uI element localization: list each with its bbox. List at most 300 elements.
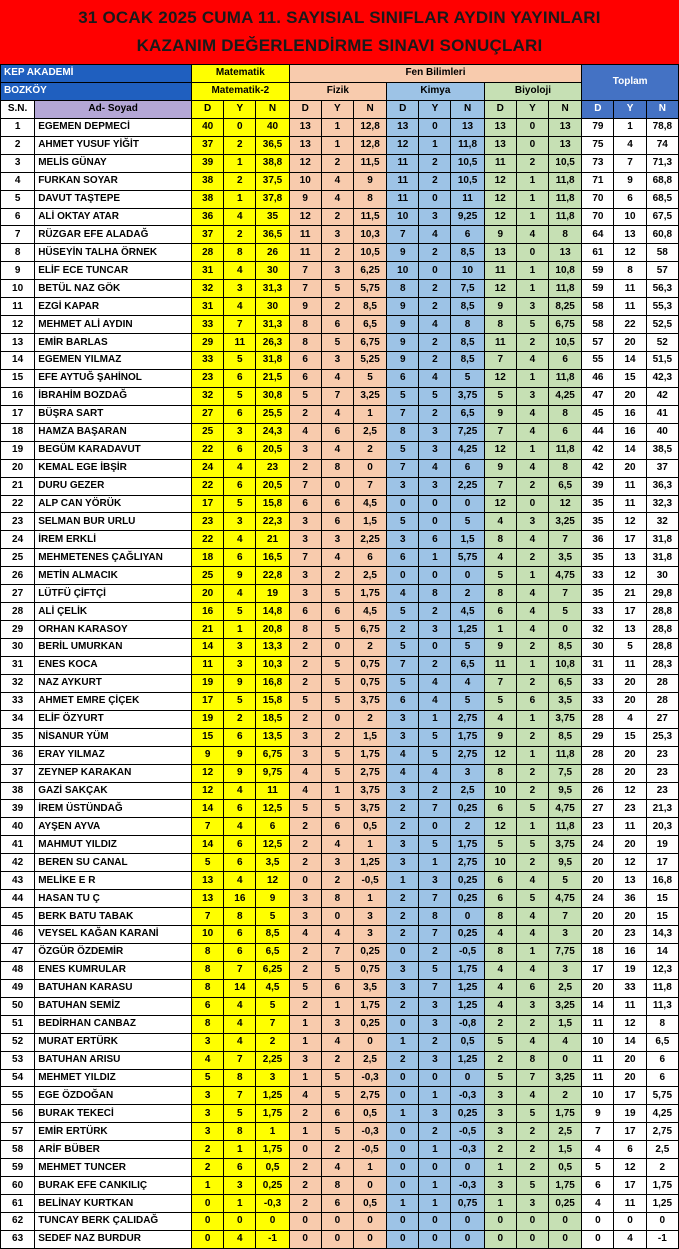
bio-n-cell: 4,75 [549,567,582,585]
toplam-d-cell: 20 [582,908,614,926]
toplam-n-cell: 6 [646,1069,678,1087]
kim-d-cell: 9 [387,316,419,334]
kim-d-cell: 2 [387,621,419,639]
kim-d-cell: 8 [387,423,419,441]
fiz-d-cell: 10 [289,172,321,190]
bio-d-cell: 7 [484,423,516,441]
mat-d-cell: 14 [192,639,224,657]
kim-d-cell: 5 [387,441,419,459]
mat-d-cell: 14 [192,836,224,854]
toplam-d-cell: 35 [582,513,614,531]
kim-n-cell: 0,25 [451,890,484,908]
fiz-d-cell: 1 [289,1033,321,1051]
bio-y-cell: 2 [516,854,548,872]
student-name-cell: HÜSEYİN TALHA ÖRNEK [35,244,192,262]
mat-y-cell: 7 [224,316,256,334]
kim-n-cell: 10 [451,262,484,280]
fiz-d-cell: 5 [289,979,321,997]
kim-y-cell: 5 [419,387,451,405]
mat-y-cell: 5 [224,603,256,621]
fiz-n-cell: 2,5 [353,423,386,441]
mat-y-cell: 4 [224,872,256,890]
toplam-n-cell: 78,8 [646,118,678,136]
bio-d-cell: 5 [484,1033,516,1051]
student-name-cell: BÜŞRA SART [35,405,192,423]
toplam-d-cell: 59 [582,280,614,298]
toplam-n-cell: 28,8 [646,639,678,657]
kim-y-cell: 3 [419,1051,451,1069]
bio-d-cell: 13 [484,244,516,262]
fiz-n-cell: 3,5 [353,979,386,997]
mat-d-cell: 17 [192,692,224,710]
toplam-n-cell: 60,8 [646,226,678,244]
kim-d-cell: 3 [387,782,419,800]
mat-y-cell: 6 [224,549,256,567]
toplam-y-cell: 19 [614,1105,646,1123]
table-row [1,728,679,746]
row-number-cell: 25 [1,549,35,567]
kim-n-cell: -0,5 [451,1123,484,1141]
mat-n-cell: 31,3 [256,280,289,298]
kim-d-cell: 0 [387,567,419,585]
bio-n-cell: 4,75 [549,800,582,818]
mat-n-cell: 6,5 [256,943,289,961]
table-row [1,621,679,639]
table-header [1,65,679,119]
fiz-d-cell: 6 [289,369,321,387]
mat-n-cell: 5 [256,997,289,1015]
student-name-cell: ALİ ÇELİK [35,603,192,621]
row-number-cell: 49 [1,979,35,997]
bio-d-cell: 11 [484,154,516,172]
kim-n-cell: 1,75 [451,961,484,979]
bio-n-cell: 3,25 [549,1069,582,1087]
row-number-cell: 22 [1,495,35,513]
student-name-cell: AHMET EMRE ÇİÇEK [35,692,192,710]
fiz-y-cell: 8 [321,459,353,477]
bio-y-cell: 4 [516,226,548,244]
bio-y-cell: 2 [516,549,548,567]
mat-n-cell: 6 [256,818,289,836]
bio-y-cell: 4 [516,423,548,441]
bio-d-cell: 5 [484,692,516,710]
kim-n-cell: -0,3 [451,1177,484,1195]
fiz-y-cell: 6 [321,818,353,836]
fiz-y-cell: 6 [321,513,353,531]
toplam-n-cell: 8 [646,1015,678,1033]
kim-n-cell: 5 [451,692,484,710]
row-number-cell: 17 [1,405,35,423]
bio-y-cell: 1 [516,262,548,280]
bio-y-cell: 1 [516,172,548,190]
fiz-y-cell: 0 [321,908,353,926]
mat-y-cell: 9 [224,567,256,585]
bio-d-cell: 11 [484,656,516,674]
fiz-y-cell: 2 [321,154,353,172]
student-name-cell: LÜTFÜ ÇİFTÇİ [35,585,192,603]
table-row [1,459,679,477]
kim-d-cell: 5 [387,603,419,621]
mat-n-cell: 6,75 [256,746,289,764]
row-number-cell: 42 [1,854,35,872]
kim-n-cell: 0 [451,908,484,926]
kimya-header: Kimya [387,82,485,100]
toplam-d-cell: 35 [582,495,614,513]
toplam-d-cell: 39 [582,477,614,495]
kim-y-cell: 3 [419,1015,451,1033]
toplam-y-cell: 11 [614,495,646,513]
toplam-n-cell: 2,75 [646,1123,678,1141]
toplam-n-cell: 23 [646,782,678,800]
bio-d-cell: 12 [484,280,516,298]
row-number-cell: 61 [1,1195,35,1213]
fiz-n-cell: -0,3 [353,1123,386,1141]
mat-d-cell: 8 [192,979,224,997]
mat-y-header: Y [224,100,256,118]
mat-n-cell: 13,5 [256,728,289,746]
bio-d-cell: 6 [484,800,516,818]
bio-d-cell: 12 [484,746,516,764]
bio-y-cell: 0 [516,1213,548,1231]
kim-d-cell: 1 [387,1105,419,1123]
toplam-y-cell: 12 [614,244,646,262]
bio-y-cell: 2 [516,154,548,172]
toplam-d-cell: 20 [582,979,614,997]
toplam-d-cell: 7 [582,1123,614,1141]
kim-d-cell: 13 [387,118,419,136]
bio-d-cell: 1 [484,1159,516,1177]
mat-d-cell: 22 [192,531,224,549]
bio-y-cell: 3 [516,1195,548,1213]
student-name-cell: BEDİRHAN CANBAZ [35,1015,192,1033]
mat-n-cell: 12,5 [256,800,289,818]
toplam-d-cell: 9 [582,1105,614,1123]
fiz-n-cell: 3 [353,926,386,944]
toplam-y-cell: 13 [614,872,646,890]
bio-d-cell: 5 [484,1069,516,1087]
toplam-y-cell: 19 [614,961,646,979]
name-header: Ad- Soyad [35,100,192,118]
mat-d-cell: 18 [192,549,224,567]
kim-n-cell: 6,5 [451,405,484,423]
student-name-cell: DAVUT TAŞTEPE [35,190,192,208]
toplam-d-cell: 58 [582,298,614,316]
bio-d-cell: 8 [484,764,516,782]
mat-y-cell: 1 [224,154,256,172]
bio-d-cell: 2 [484,1141,516,1159]
row-number-cell: 5 [1,190,35,208]
mat-d-cell: 28 [192,244,224,262]
kim-d-cell: 3 [387,477,419,495]
bio-n-cell: 3 [549,961,582,979]
toplam-d-cell: 0 [582,1213,614,1231]
student-name-cell: HASAN TU Ç [35,890,192,908]
toplam-n-cell: 16,8 [646,872,678,890]
mat-n-cell: 25,5 [256,405,289,423]
bio-y-cell: 4 [516,1033,548,1051]
toplam-d-cell: 61 [582,244,614,262]
toplam-d-cell: 18 [582,943,614,961]
toplam-y-cell: 12 [614,567,646,585]
fiz-y-cell: 1 [321,997,353,1015]
bio-y-cell: 0 [516,495,548,513]
bio-n-cell: 6,75 [549,316,582,334]
row-number-cell: 31 [1,656,35,674]
toplam-n-cell: 28 [646,674,678,692]
student-name-cell: SELMAN BUR URLU [35,513,192,531]
row-number-cell: 35 [1,728,35,746]
mat-n-cell: 0,5 [256,1159,289,1177]
student-name-cell: BETÜL NAZ GÖK [35,280,192,298]
mat-d-cell: 14 [192,800,224,818]
student-name-cell: GAZİ SAKÇAK [35,782,192,800]
toplam-n-cell: 68,5 [646,190,678,208]
row-number-cell: 21 [1,477,35,495]
top-d-header: D [582,100,614,118]
bio-n-cell: 5 [549,872,582,890]
bio-n-cell: 2 [549,1087,582,1105]
kim-d-header: D [387,100,419,118]
bio-n-cell: 1,5 [549,1141,582,1159]
fiz-n-cell: 3,75 [353,800,386,818]
kim-n-cell: 0 [451,1159,484,1177]
toplam-y-cell: 17 [614,1123,646,1141]
toplam-y-cell: 1 [614,118,646,136]
kim-n-cell: 3,75 [451,387,484,405]
kim-y-cell: 0 [419,513,451,531]
kim-n-cell: -0,3 [451,1141,484,1159]
mat-y-cell: 3 [224,656,256,674]
fiz-n-cell: 1 [353,836,386,854]
mat-n-cell: 3 [256,1069,289,1087]
kim-y-cell: 6 [419,531,451,549]
bio-y-cell: 4 [516,459,548,477]
toplam-n-cell: 52 [646,334,678,352]
table-row [1,674,679,692]
fiz-y-cell: 2 [321,298,353,316]
mat-d-cell: 1 [192,1177,224,1195]
fiz-d-cell: 6 [289,495,321,513]
fiz-d-cell: 5 [289,800,321,818]
fiz-y-cell: 7 [321,387,353,405]
toplam-d-cell: 75 [582,136,614,154]
toplam-y-cell: 17 [614,531,646,549]
mat-d-cell: 19 [192,710,224,728]
fiz-y-cell: 6 [321,1105,353,1123]
toplam-n-cell: 32 [646,513,678,531]
student-name-cell: İBRAHİM BOZDAĞ [35,387,192,405]
mat-n-header: N [256,100,289,118]
fiz-y-cell: 8 [321,1177,353,1195]
bio-d-cell: 3 [484,1087,516,1105]
toplam-y-cell: 4 [614,710,646,728]
mat-n-cell: 9,75 [256,764,289,782]
row-number-cell: 55 [1,1087,35,1105]
student-name-cell: EGE ÖZDOĞAN [35,1087,192,1105]
toplam-n-cell: 30 [646,567,678,585]
toplam-n-cell: 17 [646,854,678,872]
bio-n-cell: 5 [549,603,582,621]
kim-y-cell: 3 [419,621,451,639]
fiz-n-cell: 1,75 [353,746,386,764]
table-row [1,639,679,657]
mat-d-cell: 5 [192,854,224,872]
toplam-d-cell: 79 [582,118,614,136]
row-number-cell: 53 [1,1051,35,1069]
toplam-y-cell: 6 [614,190,646,208]
bio-d-cell: 4 [484,710,516,728]
kim-d-cell: 3 [387,531,419,549]
toplam-y-cell: 20 [614,836,646,854]
fiz-y-cell: 4 [321,369,353,387]
kim-y-cell: 4 [419,459,451,477]
bio-n-header: N [549,100,582,118]
kim-n-cell: 0 [451,567,484,585]
toplam-y-cell: 20 [614,459,646,477]
toplam-d-cell: 42 [582,459,614,477]
mat-y-cell: 6 [224,943,256,961]
kim-d-cell: 9 [387,352,419,370]
fiz-y-cell: 4 [321,836,353,854]
toplam-y-cell: 6 [614,1141,646,1159]
fiz-y-cell: 5 [321,280,353,298]
kim-y-cell: 2 [419,172,451,190]
kim-d-cell: 3 [387,728,419,746]
bio-n-cell: 8 [549,459,582,477]
student-name-cell: NAZ AYKURT [35,674,192,692]
bio-y-cell: 8 [516,1051,548,1069]
kim-y-cell: 3 [419,997,451,1015]
fiz-n-cell: 6,75 [353,334,386,352]
kim-y-cell: 1 [419,710,451,728]
top-y-header: Y [614,100,646,118]
row-number-cell: 30 [1,639,35,657]
table-row [1,1141,679,1159]
kim-y-cell: 2 [419,943,451,961]
fiz-y-cell: 0 [321,710,353,728]
table-row [1,1105,679,1123]
bio-y-cell: 2 [516,1015,548,1033]
fiz-n-cell: 1,25 [353,854,386,872]
toplam-n-cell: 74 [646,136,678,154]
toplam-y-cell: 14 [614,441,646,459]
kim-d-cell: 4 [387,585,419,603]
mat-d-cell: 10 [192,926,224,944]
fiz-d-cell: 11 [289,244,321,262]
mat-n-cell: 0,25 [256,1177,289,1195]
mat-d-cell: 22 [192,441,224,459]
mat-d-cell: 3 [192,1105,224,1123]
kim-y-cell: 3 [419,872,451,890]
kim-d-cell: 4 [387,764,419,782]
fiz-d-cell: 12 [289,154,321,172]
toplam-n-cell: 23 [646,764,678,782]
mat-y-cell: 7 [224,1087,256,1105]
mat-y-cell: 0 [224,1213,256,1231]
mat-y-cell: 4 [224,782,256,800]
kim-y-cell: 0 [419,190,451,208]
bio-n-cell: 8,5 [549,728,582,746]
fiz-n-cell: 0 [353,1230,386,1248]
bio-y-cell: 6 [516,692,548,710]
fiz-n-cell: 6,25 [353,262,386,280]
toplam-y-cell: 22 [614,316,646,334]
table-row [1,280,679,298]
row-number-cell: 26 [1,567,35,585]
kim-y-cell: 0 [419,639,451,657]
mat-n-cell: 26,3 [256,334,289,352]
table-row [1,692,679,710]
student-name-cell: BEREN SU CANAL [35,854,192,872]
toplam-n-cell: 5,75 [646,1087,678,1105]
mat-y-cell: 14 [224,979,256,997]
bio-d-cell: 12 [484,818,516,836]
fiz-d-cell: 1 [289,1015,321,1033]
toplam-d-cell: 11 [582,1015,614,1033]
fiz-n-cell: 6,75 [353,621,386,639]
student-name-cell: EFE AYTUĞ ŞAHİNOL [35,369,192,387]
row-number-cell: 10 [1,280,35,298]
toplam-d-cell: 23 [582,818,614,836]
bio-y-cell: 2 [516,1141,548,1159]
bio-d-cell: 3 [484,1105,516,1123]
kim-y-cell: 1 [419,549,451,567]
bio-n-cell: 11,8 [549,441,582,459]
row-number-cell: 9 [1,262,35,280]
kim-n-cell: 4,5 [451,603,484,621]
bio-d-cell: 9 [484,728,516,746]
kim-n-cell: 1,25 [451,1051,484,1069]
fiz-d-cell: 2 [289,1159,321,1177]
kim-n-cell: 7,25 [451,423,484,441]
toplam-n-cell: 38,5 [646,441,678,459]
kim-d-cell: 3 [387,836,419,854]
row-number-cell: 34 [1,710,35,728]
row-number-cell: 58 [1,1141,35,1159]
fiz-d-cell: 8 [289,334,321,352]
kim-y-cell: 1 [419,1177,451,1195]
kim-d-cell: 7 [387,226,419,244]
fiz-n-cell: 2,75 [353,764,386,782]
table-row [1,1177,679,1195]
kim-y-header: Y [419,100,451,118]
fiz-n-cell: 9 [353,172,386,190]
toplam-d-cell: 17 [582,961,614,979]
fiz-y-header: Y [321,100,353,118]
results-table [0,64,679,1249]
kim-d-cell: 7 [387,459,419,477]
bio-n-cell: 0,5 [549,1159,582,1177]
sn-header: S.N. [1,100,35,118]
fiz-n-cell: 5,25 [353,352,386,370]
bio-d-cell: 12 [484,441,516,459]
kim-y-cell: 2 [419,298,451,316]
toplam-y-cell: 20 [614,746,646,764]
bio-y-cell: 1 [516,567,548,585]
kim-d-cell: 2 [387,908,419,926]
bio-n-cell: 3,25 [549,513,582,531]
fiz-y-cell: 2 [321,872,353,890]
bio-n-cell: 13 [549,244,582,262]
mat-d-cell: 2 [192,1141,224,1159]
toplam-d-cell: 26 [582,782,614,800]
kim-d-cell: 2 [387,818,419,836]
toplam-y-cell: 11 [614,997,646,1015]
bio-n-cell: 11,8 [549,818,582,836]
kim-y-cell: 2 [419,603,451,621]
kim-y-cell: 5 [419,728,451,746]
table-row [1,154,679,172]
